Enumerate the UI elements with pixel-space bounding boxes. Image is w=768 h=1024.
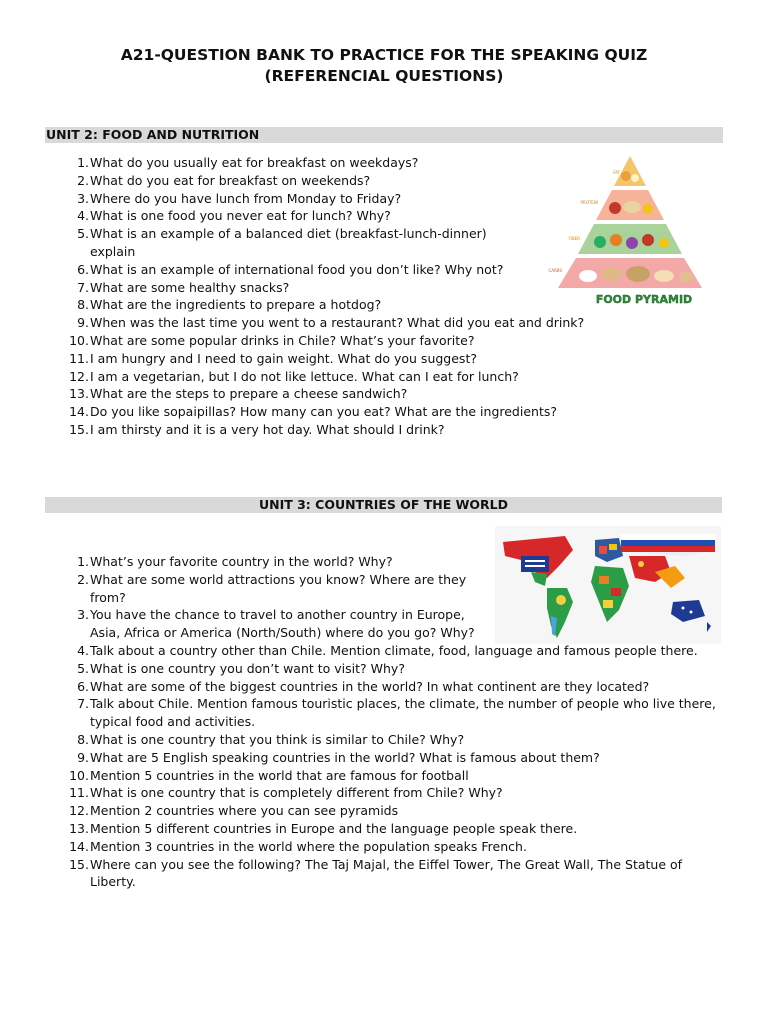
unit2-heading: UNIT 2: FOOD AND NUTRITION [45, 127, 723, 143]
list-item [45, 856, 725, 892]
list-item [45, 606, 476, 642]
item-number: 6. [77, 678, 89, 694]
food-pyramid-graphic [540, 152, 720, 312]
item-number: 1. [77, 554, 89, 569]
pyramid-label-fat: FAT [613, 170, 620, 175]
question-text: I am thirsty and it is a very hot day. What should I drink? [90, 421, 445, 437]
list-item [45, 314, 725, 332]
list-item [45, 660, 725, 678]
question-text: What is one country that you think is similar to Chile? Why? [90, 731, 465, 747]
title-line-2: (REFERENCIAL QUESTIONS) [264, 67, 504, 85]
item-number: 3. [77, 607, 89, 623]
question-text: Mention 3 countries in the world where the population speaks French. [90, 838, 527, 854]
question-text: Do you like sopaipillas? How many can you eat? What are the ingredients? [90, 404, 557, 420]
question-text: What are some healthy snacks? [90, 279, 290, 295]
question-text: What’s your favorite country in the world? Why? [90, 554, 393, 569]
item-number: 15. [69, 421, 89, 437]
item-number: 13. [69, 820, 89, 836]
item-number: 3. [77, 190, 89, 206]
question-text: What are some popular drinks in Chile? What’s your favorite? [90, 332, 475, 348]
item-number: 10. [69, 332, 89, 348]
question-text: You have the chance to travel to another country in Europe, Asia, Africa or America (North/South) where do you go? Why? [90, 607, 475, 641]
item-number: 1. [77, 155, 89, 170]
question-text: What is one country that is completely different from Chile? Why? [90, 785, 503, 801]
item-number: 13. [69, 386, 89, 402]
list-item [45, 403, 725, 421]
food-pyramid-caption: FOOD PYRAMID [595, 293, 693, 306]
list-item [45, 421, 725, 439]
list-item [45, 261, 530, 279]
list-item [45, 225, 530, 261]
item-number: 14. [69, 404, 89, 420]
document-title [0, 45, 768, 87]
question-text: What is one food you never eat for lunch? Why? [90, 208, 391, 224]
item-number: 15. [69, 856, 89, 872]
item-number: 7. [77, 696, 89, 712]
list-item [45, 802, 725, 820]
list-item [45, 642, 725, 660]
unit3-question-list [45, 553, 725, 891]
list-item [45, 838, 725, 856]
list-item [45, 678, 725, 696]
unit3-heading: UNIT 3: COUNTRIES OF THE WORLD [45, 497, 722, 513]
list-item [45, 749, 725, 767]
item-number: 12. [69, 368, 89, 384]
question-text: What do you usually eat for breakfast on weekdays? [90, 155, 419, 170]
pyramid-label-fiber: FIBER [568, 236, 580, 241]
list-item [45, 571, 476, 607]
question-text: Mention 2 countries where you can see pyramids [90, 803, 399, 819]
item-number: 9. [77, 749, 89, 765]
list-item [45, 784, 725, 802]
list-item [45, 368, 725, 386]
item-number: 8. [77, 731, 89, 747]
question-text: Where do you have lunch from Monday to Friday? [90, 190, 402, 206]
item-number: 9. [77, 315, 89, 331]
list-item [45, 731, 725, 749]
question-text: When was the last time you went to a restaurant? What did you eat and drink? [90, 315, 585, 331]
list-item [45, 695, 725, 731]
list-item [45, 332, 725, 350]
list-item [45, 385, 725, 403]
item-number: 7. [77, 279, 89, 295]
question-text: What are some world attractions you know? Where are they from? [90, 571, 467, 605]
question-text: I am hungry and I need to gain weight. What do you suggest? [90, 350, 477, 366]
question-text: What is an example of international food you don’t like? Why not? [90, 261, 504, 277]
item-number: 11. [69, 785, 89, 801]
list-item [45, 553, 725, 571]
question-text: What are the steps to prepare a cheese sandwich? [90, 386, 408, 402]
question-text: What is an example of a balanced diet (breakfast-lunch-dinner) explain [90, 226, 487, 259]
pyramid-label-protein: PROTEIN [580, 200, 598, 205]
list-item [45, 820, 725, 838]
item-number: 6. [77, 261, 89, 277]
question-text: I am a vegetarian, but I do not like lettuce. What can I eat for lunch? [90, 368, 519, 384]
pyramid-label-carbs: CARBS [548, 268, 562, 273]
list-item [45, 350, 725, 368]
question-text: Mention 5 countries in the world that are famous for football [90, 767, 469, 783]
question-text: Where can you see the following? The Taj Majal, the Eiffel Tower, The Great Wall, The Statue of Liberty. [90, 856, 683, 890]
question-text: What are 5 English speaking countries in the world? What is famous about them? [90, 749, 600, 765]
question-text: Mention 5 different countries in Europe and the language people speak there. [90, 820, 578, 836]
item-number: 4. [77, 642, 89, 658]
question-text: What are the ingredients to prepare a hotdog? [90, 297, 382, 313]
item-number: 8. [77, 297, 89, 313]
food-pyramid-image [540, 152, 720, 312]
item-number: 5. [77, 226, 89, 242]
title-line-1: A21-QUESTION BANK TO PRACTICE FOR THE SPEAKING QUIZ [120, 46, 648, 64]
item-number: 5. [77, 660, 89, 676]
item-number: 11. [69, 350, 89, 366]
list-item [45, 767, 725, 785]
item-number: 14. [69, 838, 89, 854]
item-number: 2. [77, 571, 89, 587]
question-text: What do you eat for breakfast on weekends? [90, 172, 371, 188]
item-number: 12. [69, 803, 89, 819]
item-number: 2. [77, 172, 89, 188]
question-text: Talk about Chile. Mention famous touristic places, the climate, the number of people who live there, typical food and activities. [90, 696, 716, 730]
item-number: 4. [77, 208, 89, 224]
question-text: Talk about a country other than Chile. Mention climate, food, language and famous people there. [90, 642, 698, 658]
item-number: 10. [69, 767, 89, 783]
question-text: What is one country you don’t want to visit? Why? [90, 660, 405, 676]
question-text: What are some of the biggest countries in the world? In what continent are they located? [90, 678, 650, 694]
